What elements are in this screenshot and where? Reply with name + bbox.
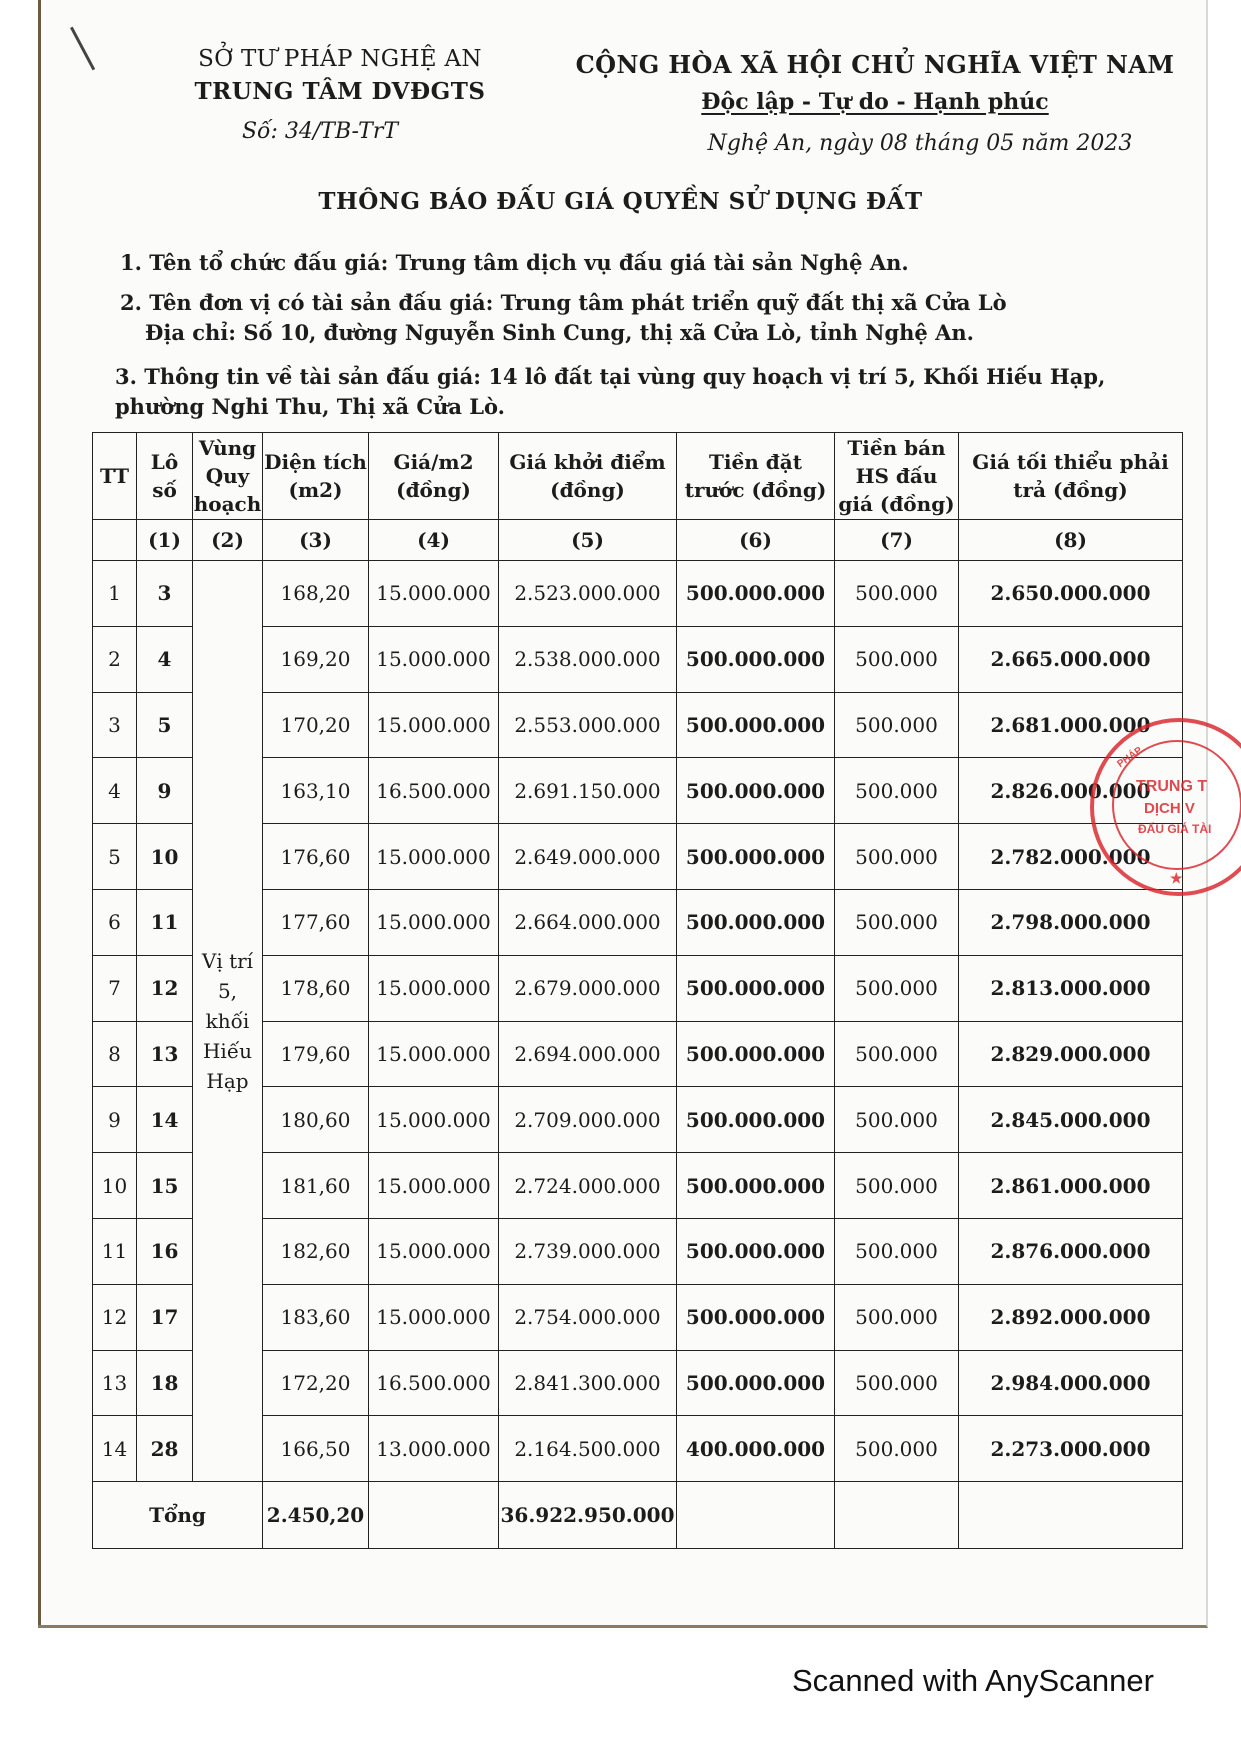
- info-item-3: 3. Thông tin về tài sản đấu giá: 14 lô đất tại vùng quy hoạch vị trí 5, Khối Hiếu Hạp, phường Nghi Thu, Thị xã Cửa Lò.: [115, 364, 1106, 419]
- info-item-2-text: 2. Tên đơn vị có tài sản đấu giá: Trung tâm phát triển quỹ đất thị xã Cửa Lò: [120, 290, 1007, 315]
- seal-text: DỊCH V: [1144, 800, 1195, 817]
- cell-dt: 178,60: [263, 955, 369, 1021]
- cell-gkd: 2.754.000.000: [499, 1284, 677, 1350]
- motto: Độc lập - Tự do - Hạnh phúc: [701, 89, 1049, 115]
- cell-dt: 169,20: [263, 626, 369, 692]
- cell-dt: 177,60: [263, 889, 369, 955]
- cell-lo: 16: [137, 1218, 193, 1284]
- cell-hs: 500.000: [835, 626, 959, 692]
- cell-hs: 500.000: [835, 1218, 959, 1284]
- auction-table-wrapper: [92, 432, 1182, 1549]
- cell-gia: 15.000.000: [369, 626, 499, 692]
- cell-gkd: 2.679.000.000: [499, 955, 677, 1021]
- org-line2: TRUNG TÂM DVĐGTS: [194, 78, 486, 105]
- index-cell: (3): [263, 520, 369, 561]
- cell-dt: 176,60: [263, 824, 369, 890]
- cell-lo: 14: [137, 1087, 193, 1153]
- cell-gkd: 2.553.000.000: [499, 692, 677, 758]
- cell-dt: 180,60: [263, 1087, 369, 1153]
- cell-tt: 8: [93, 1021, 137, 1087]
- cell-gkd: 2.841.300.000: [499, 1350, 677, 1416]
- cell-dat: 400.000.000: [677, 1416, 835, 1482]
- col-header: Diện tích (m2): [263, 433, 369, 520]
- cell-hs: 500.000: [835, 1284, 959, 1350]
- cell-dat: 500.000.000: [677, 626, 835, 692]
- cell-hs: 500.000: [835, 824, 959, 890]
- cell-gia: 15.000.000: [369, 824, 499, 890]
- cell-dt: 181,60: [263, 1153, 369, 1219]
- cell-min: 2.665.000.000: [959, 626, 1183, 692]
- cell-gia: 15.000.000: [369, 692, 499, 758]
- cell-gkd: 2.709.000.000: [499, 1087, 677, 1153]
- doc-number: Số: 34/TB-TrT: [241, 119, 399, 144]
- cell-min: 2.798.000.000: [959, 889, 1183, 955]
- cell-lo: 3: [137, 561, 193, 627]
- cell-dat: 500.000.000: [677, 1218, 835, 1284]
- cell-dt: 166,50: [263, 1416, 369, 1482]
- cell-dat: 500.000.000: [677, 955, 835, 1021]
- scanner-watermark: Scanned with AnyScanner: [792, 1663, 1154, 1698]
- cell-gia: 15.000.000: [369, 955, 499, 1021]
- table-row: [93, 561, 1183, 627]
- table-total-row: [93, 1482, 1183, 1549]
- col-header: Giá/m2 (đồng): [369, 433, 499, 520]
- cell-dt: 163,10: [263, 758, 369, 824]
- cell-gkd: 2.739.000.000: [499, 1218, 677, 1284]
- index-cell: (5): [499, 520, 677, 561]
- cell-gkd: 2.538.000.000: [499, 626, 677, 692]
- cell-gkd: 2.649.000.000: [499, 824, 677, 890]
- cell-gkd: 2.694.000.000: [499, 1021, 677, 1087]
- col-header: Lô số: [137, 433, 193, 520]
- seal-text: TRUNG T: [1136, 778, 1208, 795]
- col-header: Vùng Quy hoạch: [193, 433, 263, 520]
- cell-lo: 17: [137, 1284, 193, 1350]
- col-header: Tiền đặt trước (đồng): [677, 433, 835, 520]
- cell-gia: 15.000.000: [369, 889, 499, 955]
- seal-text: ĐẤU GIÁ TÀI: [1138, 822, 1212, 836]
- auction-table: [92, 432, 1183, 1549]
- index-cell: (1): [137, 520, 193, 561]
- cell-hs: 500.000: [835, 1021, 959, 1087]
- cell-dt: 183,60: [263, 1284, 369, 1350]
- cell-hs: 500.000: [835, 1087, 959, 1153]
- cell-hs: 500.000: [835, 889, 959, 955]
- cell-gia: 16.500.000: [369, 1350, 499, 1416]
- col-header: Giá khởi điểm (đồng): [499, 433, 677, 520]
- cell-min: 2.782.000.000: [959, 824, 1183, 890]
- cell-gia: 13.000.000: [369, 1416, 499, 1482]
- cell-hs: 500.000: [835, 561, 959, 627]
- cell-gia: 15.000.000: [369, 1087, 499, 1153]
- cell-hs: 500.000: [835, 955, 959, 1021]
- cell-gkd: 2.523.000.000: [499, 561, 677, 627]
- col-header: Tiền bán HS đấu giá (đồng): [835, 433, 959, 520]
- cell-min: 2.845.000.000: [959, 1087, 1183, 1153]
- total-empty-cell: [369, 1482, 499, 1549]
- info-item-2-address: Địa chỉ: Số 10, đường Nguyễn Sinh Cung, thị xã Cửa Lò, tỉnh Nghệ An.: [145, 320, 974, 345]
- cell-dt: 168,20: [263, 561, 369, 627]
- col-header: TT: [93, 433, 137, 520]
- index-cell: (6): [677, 520, 835, 561]
- cell-min: 2.861.000.000: [959, 1153, 1183, 1219]
- cell-min: 2.681.000.000: [959, 692, 1183, 758]
- cell-tt: 14: [93, 1416, 137, 1482]
- cell-gia: 15.000.000: [369, 1153, 499, 1219]
- seal-text: PHÁP: [1115, 745, 1145, 770]
- cell-lo: 13: [137, 1021, 193, 1087]
- total-start-price: 36.922.950.000: [499, 1482, 677, 1549]
- cell-gia: 15.000.000: [369, 1021, 499, 1087]
- cell-hs: 500.000: [835, 1153, 959, 1219]
- cell-tt: 10: [93, 1153, 137, 1219]
- col-header: Giá tối thiểu phải trả (đồng): [959, 433, 1183, 520]
- cell-lo: 10: [137, 824, 193, 890]
- cell-dat: 500.000.000: [677, 1350, 835, 1416]
- cell-dat: 500.000.000: [677, 758, 835, 824]
- cell-gkd: 2.164.500.000: [499, 1416, 677, 1482]
- cell-tt: 13: [93, 1350, 137, 1416]
- cell-lo: 12: [137, 955, 193, 1021]
- cell-min: 2.892.000.000: [959, 1284, 1183, 1350]
- page-title: THÔNG BÁO ĐẤU GIÁ QUYỀN SỬ DỤNG ĐẤT: [318, 188, 923, 215]
- cell-dt: 179,60: [263, 1021, 369, 1087]
- cell-gkd: 2.691.150.000: [499, 758, 677, 824]
- index-cell: (8): [959, 520, 1183, 561]
- info-item-2: [120, 288, 1180, 348]
- cell-dat: 500.000.000: [677, 1021, 835, 1087]
- cell-gia: 15.000.000: [369, 1284, 499, 1350]
- cell-hs: 500.000: [835, 758, 959, 824]
- cell-lo: 5: [137, 692, 193, 758]
- cell-tt: 4: [93, 758, 137, 824]
- total-area: 2.450,20: [263, 1482, 369, 1549]
- cell-gia: 16.500.000: [369, 758, 499, 824]
- cell-min: 2.826.000.000: [959, 758, 1183, 824]
- total-empty-cell: [959, 1482, 1183, 1549]
- cell-min: 2.650.000.000: [959, 561, 1183, 627]
- place-date: Nghệ An, ngày 08 tháng 05 năm 2023: [707, 131, 1133, 156]
- cell-gkd: 2.724.000.000: [499, 1153, 677, 1219]
- cell-tt: 12: [93, 1284, 137, 1350]
- total-empty-cell: [835, 1482, 959, 1549]
- cell-lo: 9: [137, 758, 193, 824]
- cell-tt: 1: [93, 561, 137, 627]
- index-cell: [93, 520, 137, 561]
- table-header-row: [93, 433, 1183, 520]
- cell-min: 2.876.000.000: [959, 1218, 1183, 1284]
- index-cell: (2): [193, 520, 263, 561]
- cell-lo: 11: [137, 889, 193, 955]
- cell-dat: 500.000.000: [677, 889, 835, 955]
- cell-dat: 500.000.000: [677, 1087, 835, 1153]
- cell-gkd: 2.664.000.000: [499, 889, 677, 955]
- total-empty-cell: [677, 1482, 835, 1549]
- cell-tt: 7: [93, 955, 137, 1021]
- cell-dat: 500.000.000: [677, 561, 835, 627]
- cell-lo: 4: [137, 626, 193, 692]
- cell-lo: 15: [137, 1153, 193, 1219]
- cell-min: 2.813.000.000: [959, 955, 1183, 1021]
- cell-tt: 9: [93, 1087, 137, 1153]
- cell-dat: 500.000.000: [677, 824, 835, 890]
- org-line1: SỞ TƯ PHÁP NGHỆ AN: [198, 46, 482, 72]
- cell-gia: 15.000.000: [369, 1218, 499, 1284]
- seal-star-icon: ★: [1170, 870, 1183, 886]
- cell-tt: 2: [93, 626, 137, 692]
- zone-cell: Vị trí 5, khối Hiếu Hạp: [193, 561, 263, 1482]
- cell-min: 2.829.000.000: [959, 1021, 1183, 1087]
- cell-hs: 500.000: [835, 1416, 959, 1482]
- table-index-row: [93, 520, 1183, 561]
- cell-dat: 500.000.000: [677, 692, 835, 758]
- cell-dt: 170,20: [263, 692, 369, 758]
- cell-gia: 15.000.000: [369, 561, 499, 627]
- cell-dat: 500.000.000: [677, 1153, 835, 1219]
- cell-dt: 182,60: [263, 1218, 369, 1284]
- header-right: [575, 50, 1175, 156]
- index-cell: (7): [835, 520, 959, 561]
- total-label: Tổng: [93, 1482, 263, 1549]
- index-cell: (4): [369, 520, 499, 561]
- cell-tt: 6: [93, 889, 137, 955]
- nation-title: CỘNG HÒA XÃ HỘI CHỦ NGHĨA VIỆT NAM: [575, 50, 1175, 79]
- header-left: [150, 46, 530, 144]
- cell-dat: 500.000.000: [677, 1284, 835, 1350]
- info-item-1: 1. Tên tổ chức đấu giá: Trung tâm dịch vụ đấu giá tài sản Nghệ An.: [120, 250, 909, 275]
- cell-hs: 500.000: [835, 1350, 959, 1416]
- cell-min: 2.984.000.000: [959, 1350, 1183, 1416]
- cell-tt: 5: [93, 824, 137, 890]
- cell-hs: 500.000: [835, 692, 959, 758]
- page-edge: [38, 0, 41, 1625]
- cell-tt: 11: [93, 1218, 137, 1284]
- cell-dt: 172,20: [263, 1350, 369, 1416]
- cell-min: 2.273.000.000: [959, 1416, 1183, 1482]
- cell-lo: 18: [137, 1350, 193, 1416]
- cell-tt: 3: [93, 692, 137, 758]
- cell-lo: 28: [137, 1416, 193, 1482]
